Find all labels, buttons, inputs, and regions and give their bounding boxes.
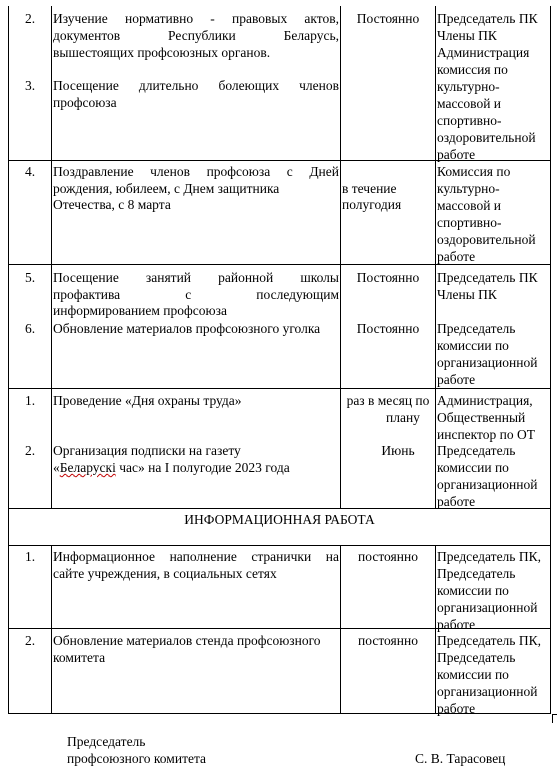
item-responsible <box>437 632 550 717</box>
responsible-line: Администрация <box>437 45 530 60</box>
item-responsible <box>437 548 550 633</box>
item-text: профактива с последующим <box>53 287 339 302</box>
responsible-line: организационной <box>437 355 538 370</box>
item-text: вышестоящих профсоюзных органов. <box>53 45 271 60</box>
responsible-line: Председатель <box>437 566 516 581</box>
responsible-line: комисcии по <box>437 583 509 598</box>
item-text: Посещение занятий районной школы <box>53 270 339 285</box>
item-responsible <box>437 10 550 163</box>
margin-mark <box>552 714 553 723</box>
text-fragment: час» на I полугодие 2023 года <box>115 460 290 475</box>
item-number: 3. <box>24 78 36 93</box>
item-text: сайте учреждения, в социальных сетях <box>53 566 277 581</box>
responsible-line: Члены ПК <box>437 287 497 302</box>
item-period: постоянно <box>358 633 418 648</box>
item-number: 2. <box>24 443 36 458</box>
item-text: Обновление материалов профсоюзного уголка <box>53 321 321 336</box>
responsible-line: Члены ПК <box>437 28 497 43</box>
item-number: 6. <box>24 321 36 336</box>
responsible-line: Председатель <box>437 321 516 336</box>
item-text: Информационное наполнение странички на <box>53 549 339 564</box>
item-period: плану <box>386 410 420 425</box>
item-period: Постоянно <box>356 321 420 336</box>
item-number: 5. <box>24 270 36 285</box>
signature-title: Председатель <box>67 734 146 749</box>
item-number: 2. <box>24 633 36 648</box>
responsible-line: Председатель <box>437 443 516 458</box>
responsible-line: оздоровительной <box>437 232 536 247</box>
responsible-line: культурно- <box>437 79 500 94</box>
responsible-line: работе <box>437 701 476 716</box>
item-responsible <box>437 392 550 443</box>
section-title: ИНФОРМАЦИОННАЯ РАБОТА <box>184 512 375 527</box>
responsible-line: оздоровительной <box>437 130 536 145</box>
item-text: Поздравление членов профсоюза с Дней <box>53 164 339 179</box>
signature-title: профсоюзного комитета <box>67 751 207 766</box>
spellcheck-word: Беларускі <box>59 460 116 475</box>
item-text: рождения, юбилеем, с Днем защитника <box>53 181 280 196</box>
item-responsible <box>437 320 550 388</box>
responsible-line: комиссии по <box>437 338 509 353</box>
responsible-line: работе <box>437 494 476 509</box>
signature-name: С. В. Тарасовец <box>415 751 506 766</box>
responsible-line: Администрация, <box>437 393 533 408</box>
item-text: профсоюза <box>53 95 117 110</box>
item-text: информированием профсоюза <box>53 303 227 318</box>
responsible-line: комиссия по <box>437 62 508 77</box>
responsible-line: Председатель <box>437 650 516 665</box>
responsible-line: Председатель ПК, <box>437 549 541 564</box>
item-number: 2. <box>24 11 36 26</box>
responsible-line: Председатель ПК, <box>437 633 541 648</box>
responsible-line: комисcии по <box>437 667 509 682</box>
item-period: постоянно <box>358 549 418 564</box>
responsible-line: организационной <box>437 477 538 492</box>
grid-line <box>550 6 551 714</box>
grid-line <box>435 545 436 714</box>
item-text: документов Республики Беларусь, <box>53 28 339 43</box>
grid-line <box>8 388 551 389</box>
responsible-line: Председатель ПК <box>437 11 538 26</box>
responsible-line: культурно- <box>437 181 500 196</box>
item-period: полугодия <box>342 197 402 212</box>
responsible-line: Комиссия по <box>437 164 511 179</box>
item-text <box>53 459 339 476</box>
grid-line <box>340 6 341 508</box>
responsible-line: Председатель ПК <box>437 270 538 285</box>
item-text: Обновление материалов стенда профсоюзного <box>53 633 321 648</box>
item-number: 1. <box>24 393 36 408</box>
grid-line <box>435 6 436 508</box>
responsible-line: организационной <box>437 684 538 699</box>
item-period: в течение <box>342 181 397 196</box>
responsible-line: инспектор по ОТ <box>437 427 535 442</box>
grid-line <box>8 6 9 714</box>
responsible-line: работе <box>437 617 476 632</box>
responsible-line: работе <box>437 147 476 162</box>
responsible-line: работе <box>437 372 476 387</box>
text-fragment: « <box>53 460 60 475</box>
item-text: Отечества, с 8 марта <box>53 197 171 212</box>
item-responsible <box>437 442 550 510</box>
item-text: Проведение «Дня охраны труда» <box>53 393 242 408</box>
item-period: Постоянно <box>356 11 420 26</box>
responsible-line: комиссии по <box>437 460 509 475</box>
responsible-line: массовой и <box>437 96 502 111</box>
item-responsible <box>437 163 550 265</box>
responsible-line: спортивно- <box>437 113 502 128</box>
grid-line <box>340 545 341 714</box>
responsible-line: Общественный <box>437 410 526 425</box>
item-text: комитета <box>53 650 106 665</box>
item-responsible <box>437 269 550 303</box>
responsible-line: организационной <box>437 600 538 615</box>
item-number: 1. <box>24 549 36 564</box>
item-period: Постоянно <box>356 270 420 285</box>
responsible-line: спортивно- <box>437 215 502 230</box>
responsible-line: массовой и <box>437 198 502 213</box>
item-number: 4. <box>24 164 36 179</box>
margin-mark <box>552 714 557 715</box>
item-text: Посещение длительно болеющих членов <box>53 78 339 93</box>
grid-line <box>51 6 52 508</box>
item-period: Июнь <box>381 443 415 458</box>
item-text: Организация подписки на газету <box>53 443 241 458</box>
responsible-line: работе <box>437 249 476 264</box>
grid-line <box>51 545 52 714</box>
item-period: раз в месяц по <box>346 393 430 408</box>
item-text: Изучение нормативно - правовых актов, <box>53 11 339 26</box>
grid-line <box>8 545 551 546</box>
